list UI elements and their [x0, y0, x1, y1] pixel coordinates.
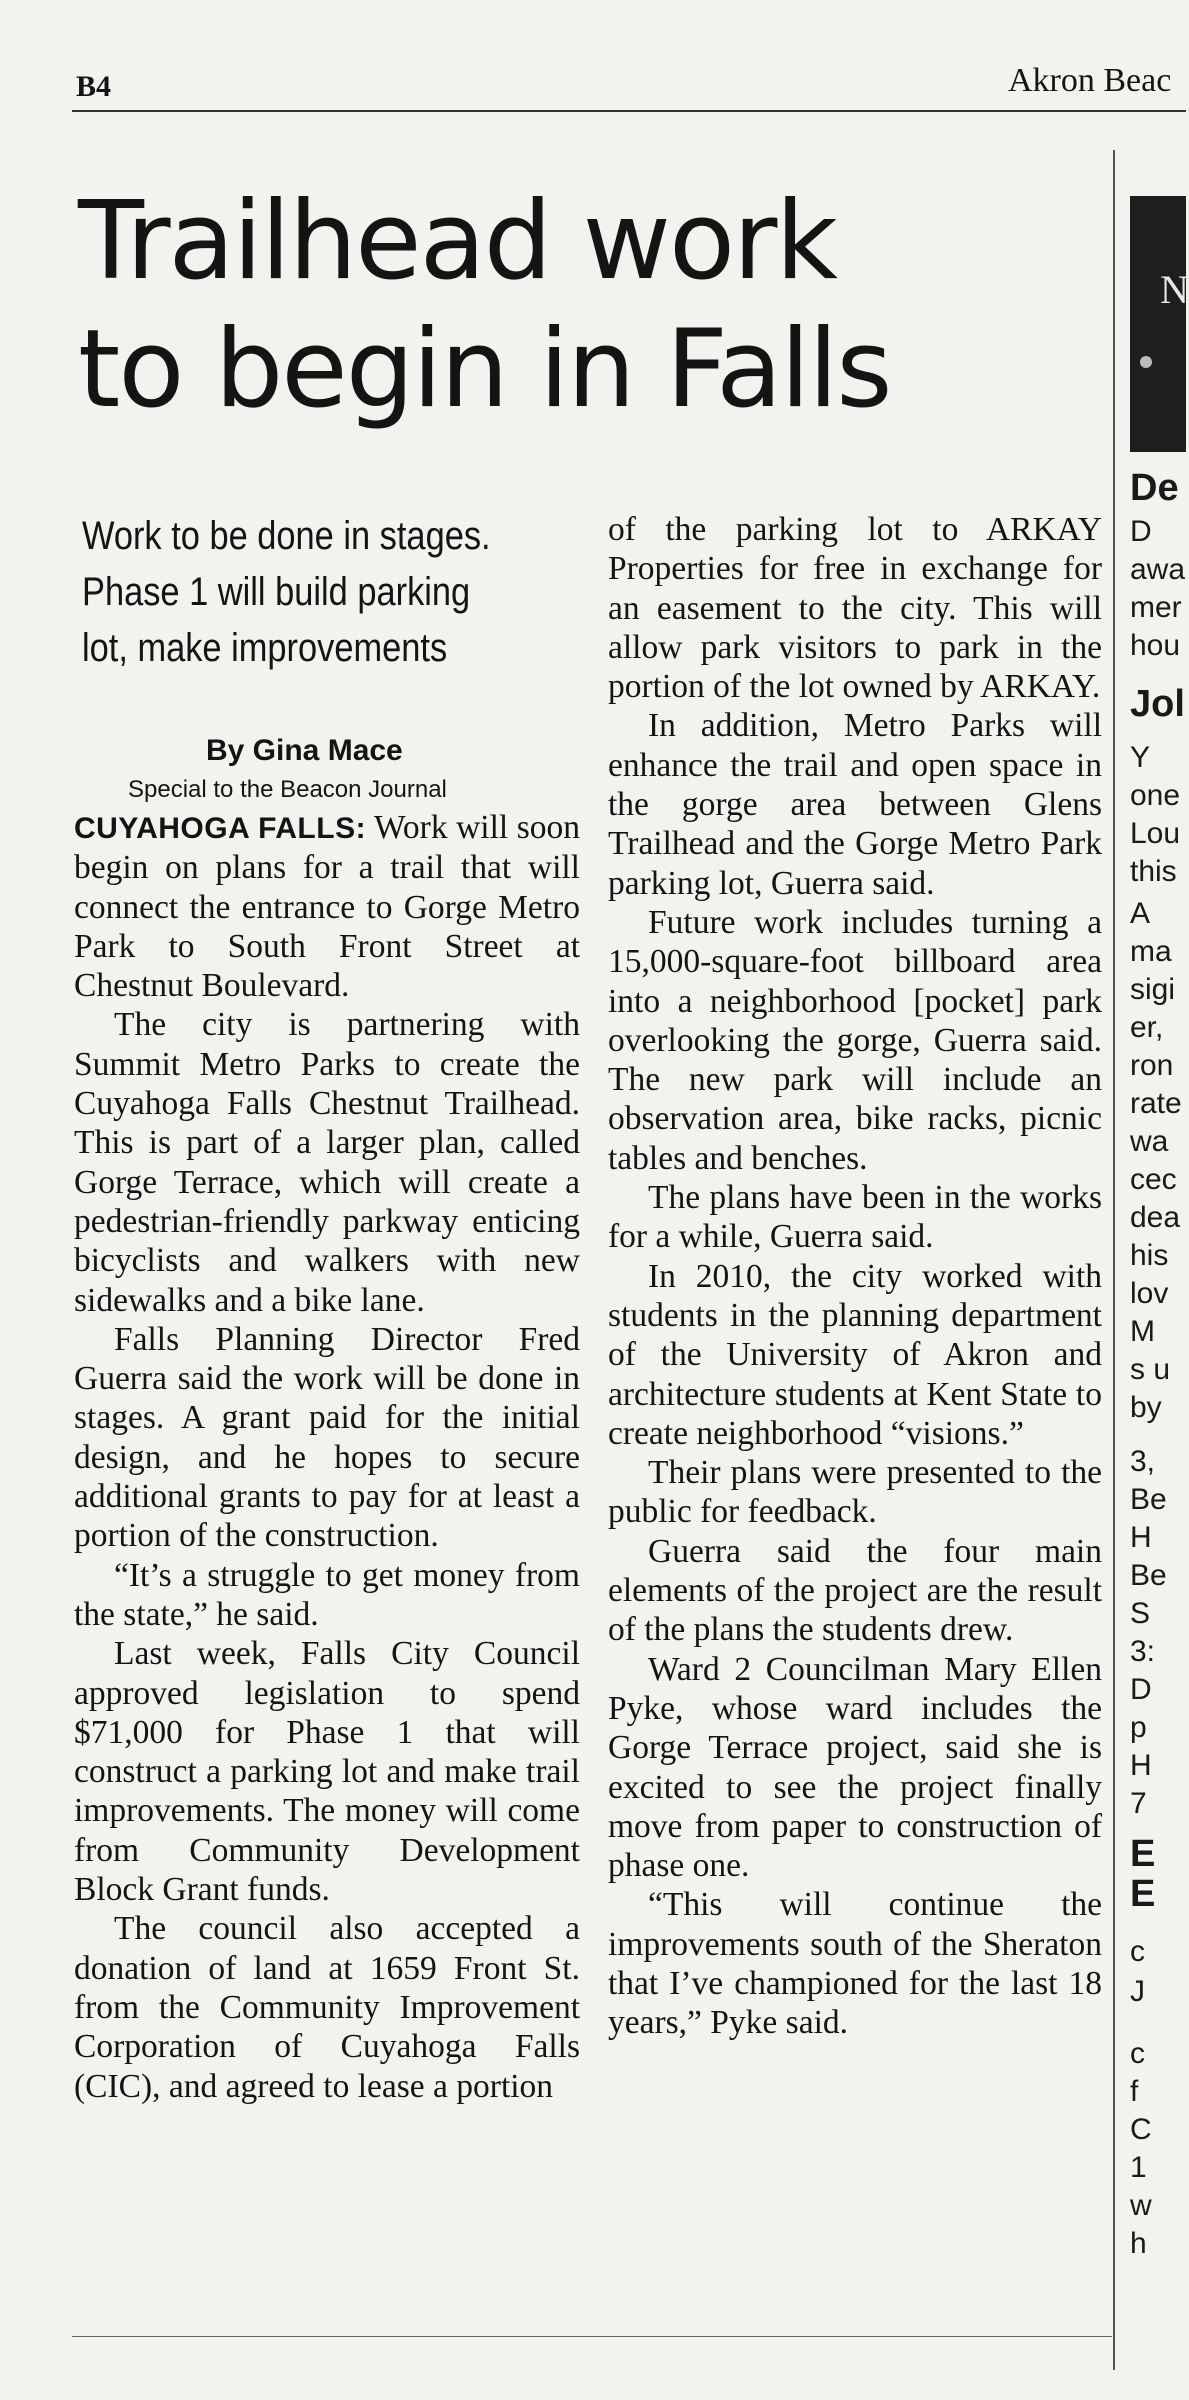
adjacent-text-fragment: awa — [1130, 553, 1186, 586]
paragraph: The council also accepted a donation of land at 1659 Front St. from the Community Improvement Corporation of Cuyahoga Falls (CIC), and agreed to lease a portion — [74, 1910, 580, 2105]
adjacent-text-fragment: er, — [1130, 1011, 1164, 1044]
adjacent-box-letter: N — [1160, 267, 1189, 312]
headline — [78, 178, 1098, 434]
paragraph: “It’s a struggle to get money from the state,” he said. — [74, 1556, 580, 1633]
paragraph: Guerra said the four main elements of the project are the result of the plans the students drew. — [608, 1532, 1102, 1649]
paragraph-text: Work will soon begin on plans for a trail that will connect the entrance to Gorge Metro Park to South Front Street at Chestnut Boulevard. — [74, 809, 580, 1005]
byline: By Gina Mace — [206, 734, 403, 767]
adjacent-text-fragment: ma — [1130, 935, 1172, 968]
deck-line-3: lot, make improvements — [82, 626, 448, 670]
adjacent-photo-box — [1130, 196, 1186, 452]
adjacent-text-fragment: Jol — [1130, 683, 1185, 725]
paragraph: “This will continue the improvements south of the Sheraton that I’ve championed for the last 18 years,” Pyke said. — [608, 1886, 1102, 2042]
paragraph: of the parking lot to ARKAY Properties for free in exchange for an easement to the city. This will allow park visitors to park in the portion of the lot owned by ARKAY. — [608, 511, 1102, 706]
article-column-2 — [608, 510, 1102, 2043]
headline-line-1: Trailhead work — [78, 179, 837, 304]
adjacent-text-fragment: s u — [1130, 1353, 1171, 1386]
newspaper-name: Akron Beac — [1008, 62, 1172, 99]
paragraph: Future work includes turning a 15,000-square-foot billboard area into a neighborhood [pocket] park overlooking the gorge, Guerra said. The new park will include an observation area, bike racks, picnic tables and benches. — [608, 903, 1102, 1177]
adjacent-text-fragment: wa — [1130, 1125, 1169, 1158]
adjacent-text-fragment: h — [1130, 2227, 1147, 2260]
adjacent-text-fragment: De — [1130, 467, 1179, 509]
adjacent-text-fragment: Y — [1130, 741, 1151, 774]
paragraph: Falls Planning Director Fred Guerra said the work will be done in stages. A grant paid for the initial design, and he hopes to secure additional grants to pay for at least a portion of the construction. — [74, 1320, 580, 1555]
adjacent-text-fragment: E — [1130, 1833, 1156, 1875]
headline-line-2: to begin in Falls — [78, 307, 891, 432]
footer-rule — [72, 2336, 1112, 2337]
adjacent-text-fragment: lov — [1130, 1277, 1169, 1310]
adjacent-text-fragment: 1 — [1130, 2151, 1147, 2184]
page-number: B4 — [76, 70, 112, 103]
paragraph: In 2010, the city worked with students in the planning department of the University of Akron and architecture students at Kent State to create neighborhood “visions.” — [608, 1257, 1102, 1452]
adjacent-text-fragment: by — [1130, 1391, 1162, 1424]
adjacent-text-fragment: Lou — [1130, 817, 1181, 850]
adjacent-text-fragment: rate — [1130, 1087, 1182, 1120]
adjacent-text-fragment: cec — [1130, 1163, 1177, 1196]
dateline: CUYAHOGA FALLS: — [74, 812, 367, 845]
paragraph: Their plans were presented to the public for feedback. — [608, 1454, 1102, 1531]
paragraph: In addition, Metro Parks will enhance the trail and open space in the gorge area between Glens Trailhead and the Gorge Metro Park parking lot, Guerra said. — [608, 707, 1102, 902]
paragraph: The plans have been in the works for a while, Guerra said. — [608, 1179, 1102, 1256]
adjacent-text-fragment: sigi — [1130, 973, 1176, 1006]
adjacent-text-fragment: hou — [1130, 629, 1181, 662]
adjacent-box-dot — [1140, 356, 1152, 368]
adjacent-text-fragment: H — [1130, 1521, 1152, 1554]
adjacent-text-fragment: E — [1130, 1873, 1156, 1915]
adjacent-text-fragment: D — [1130, 515, 1152, 548]
deck-line-1: Work to be done in stages. — [82, 514, 491, 558]
paragraph: The city is partnering with Summit Metro Parks to create the Cuyahoga Falls Chestnut Trailhead. This is part of a larger plan, called Gorge Terrace, which will create a pedestrian-friendly parkway enticing bicyclists and walkers with new sidewalks and a bike lane. — [74, 1006, 580, 1319]
adjacent-text-fragment: ron — [1130, 1049, 1174, 1082]
adjacent-text-fragment: c — [1130, 2037, 1145, 2070]
adjacent-text-fragment: J — [1130, 1975, 1145, 2008]
adjacent-text-fragment: A — [1130, 897, 1151, 930]
adjacent-text-fragment: w — [1130, 2189, 1152, 2222]
byline-affiliation: Special to the Beacon Journal — [128, 776, 447, 803]
adjacent-text-fragment: f — [1130, 2075, 1139, 2108]
column-divider — [1113, 150, 1115, 2370]
adjacent-text-fragment: Be — [1130, 1483, 1167, 1516]
deck-subhead — [82, 508, 572, 676]
adjacent-text-fragment: D — [1130, 1673, 1152, 1706]
adjacent-text-fragment: C — [1130, 2113, 1152, 2146]
article-column-1 — [74, 808, 580, 2106]
adjacent-text-fragment: 3, — [1130, 1445, 1156, 1478]
adjacent-text-fragment: H — [1130, 1749, 1152, 1782]
adjacent-text-fragment: one — [1130, 779, 1181, 812]
header-rule — [72, 110, 1186, 112]
adjacent-text-fragment: p — [1130, 1711, 1147, 1744]
adjacent-text-fragment: 7 — [1130, 1787, 1147, 1820]
adjacent-text-fragment: Be — [1130, 1559, 1167, 1592]
deck-line-2: Phase 1 will build parking — [82, 570, 471, 614]
paragraph — [74, 808, 580, 1005]
adjacent-text-fragment: dea — [1130, 1201, 1181, 1234]
paragraph: Ward 2 Councilman Mary Ellen Pyke, whose ward includes the Gorge Terrace project, said she is excited to see the project finally move from paper to construction of phase one. — [608, 1650, 1102, 1885]
adjacent-text-fragment: his — [1130, 1239, 1169, 1272]
paragraph: Last week, Falls City Council approved legislation to spend $71,000 for Phase 1 that will construct a parking lot and make trail improvements. The money will come from Community Development Block Grant funds. — [74, 1635, 580, 1909]
adjacent-text-fragment: mer — [1130, 591, 1182, 624]
adjacent-text-fragment: 3: — [1130, 1635, 1156, 1668]
adjacent-text-fragment: S — [1130, 1597, 1151, 1630]
adjacent-text-fragment: M — [1130, 1315, 1155, 1348]
adjacent-text-fragment: c — [1130, 1935, 1145, 1968]
adjacent-text-fragment: this — [1130, 855, 1177, 888]
